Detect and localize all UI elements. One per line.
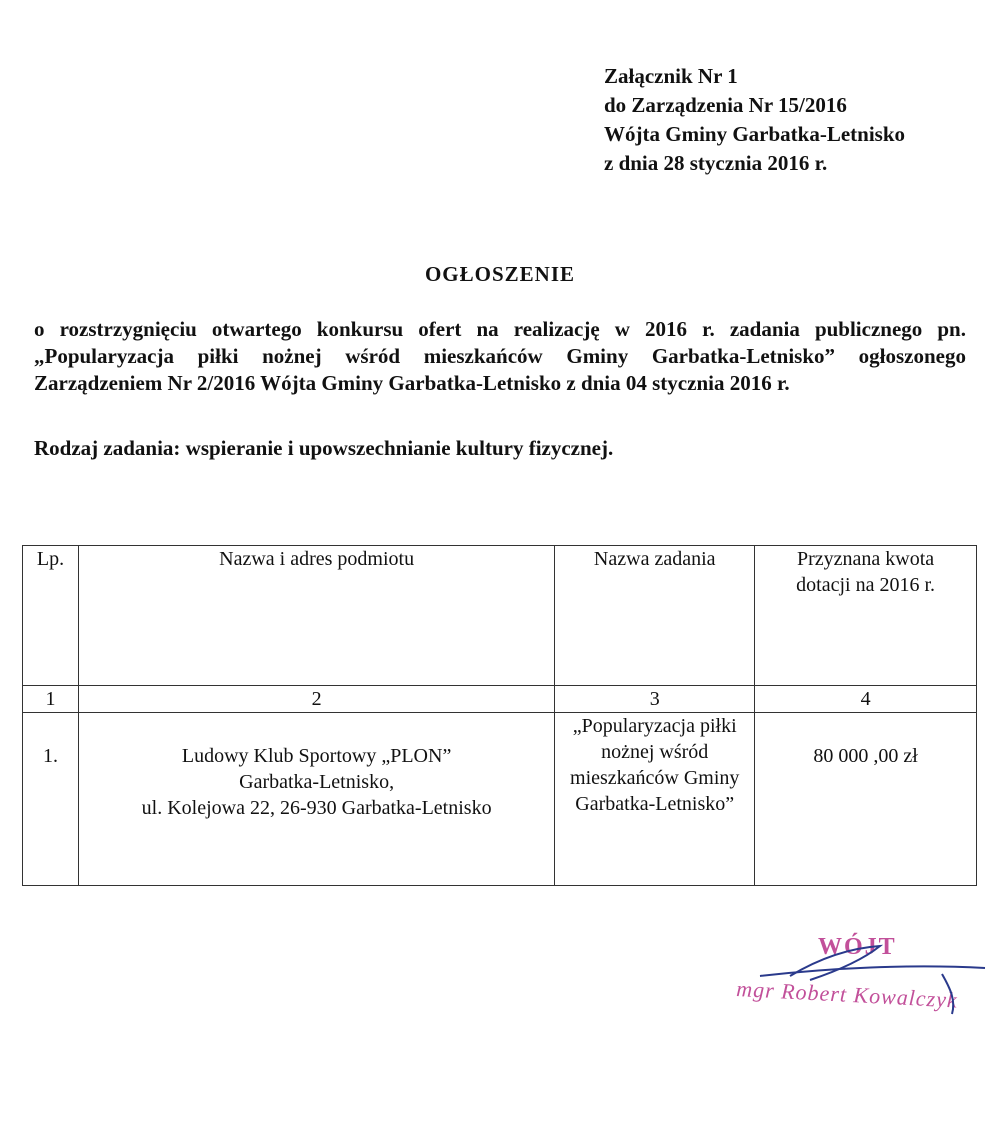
table-column-numbers (23, 686, 977, 713)
header-lp: Lp. (23, 546, 79, 686)
results-table (22, 545, 977, 886)
entity-town: Garbatka-Letnisko, (239, 771, 395, 793)
signature-stamp (730, 918, 990, 1018)
announcement-intro: o rozstrzygnięciu otwartego konkursu ofert na realizację w 2016 r. zadania publicznego pn. „Popularyzacja piłki nożnej wśród mieszkańców Gminy Garbatka-Letnisko” ogłoszonego Zarządzeniem Nr 2/2016 Wójta Gminy Garbatka-Letnisko z dnia 04 stycznia 2016 r. (34, 317, 966, 395)
entity-name: Ludowy Klub Sportowy „PLON” (181, 745, 452, 767)
row-entity (78, 713, 554, 886)
header-entity: Nazwa i adres podmiotu (78, 546, 554, 686)
attachment-number: Załącznik Nr 1 (604, 64, 738, 88)
entity-address: ul. Kolejowa 22, 26-930 Garbatka-Letnisko (141, 797, 492, 819)
task-type: Rodzaj zadania: wspieranie i upowszechnianie kultury fizycznej. (34, 436, 614, 460)
stamp-graphic (730, 918, 990, 1018)
row-task: „Popularyzacja piłki nożnej wśród mieszkańców Gminy Garbatka-Letnisko” (555, 713, 755, 886)
table-row (23, 713, 977, 886)
row-amount: 80 000 ,00 zł (755, 713, 977, 886)
attachment-issuer: Wójta Gminy Garbatka-Letnisko (604, 122, 906, 146)
column-number: 4 (755, 686, 977, 713)
stamp-name: mgr Robert Kowalczyk (735, 976, 959, 1013)
attachment-date: z dnia 28 stycznia 2016 r. (604, 151, 828, 175)
table-header-row (23, 546, 977, 686)
attachment-ordinance: do Zarządzenia Nr 15/2016 (604, 93, 847, 117)
document-title: OGŁOSZENIE (424, 262, 576, 286)
stamp-title: WÓJT (818, 934, 897, 960)
column-number: 2 (78, 686, 554, 713)
attachment-header (604, 62, 905, 178)
header-task: Nazwa zadania (555, 546, 755, 686)
column-number: 1 (23, 686, 79, 713)
row-lp: 1. (23, 713, 79, 886)
column-number: 3 (555, 686, 755, 713)
header-amount (755, 546, 977, 686)
header-amount-text: Przyznana kwota dotacji na 2016 r. (796, 548, 935, 596)
